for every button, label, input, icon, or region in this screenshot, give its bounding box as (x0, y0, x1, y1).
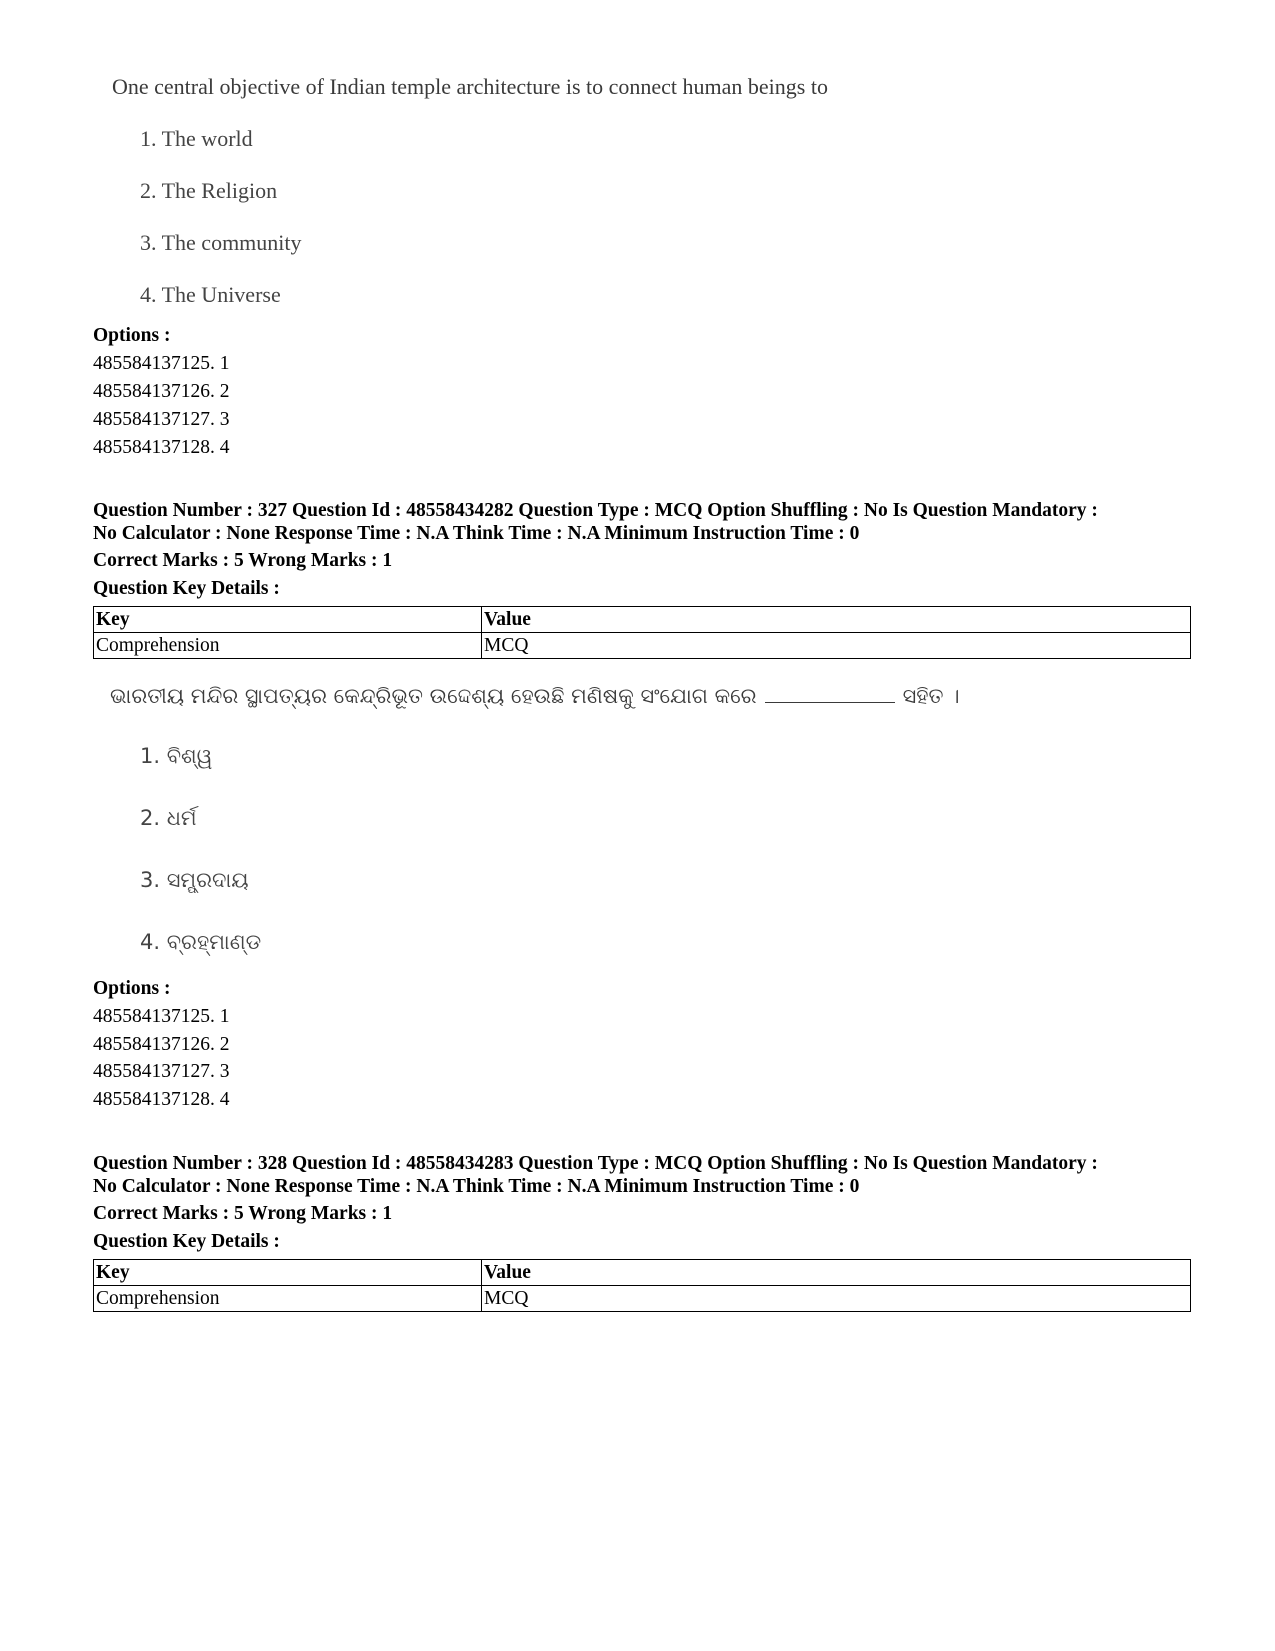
options-label: Options : (93, 978, 171, 999)
image-option-3: 3. The community (140, 230, 302, 255)
option-id-4: 485584137128. 4 (93, 437, 230, 458)
option-id-2: 485584137126. 2 (93, 381, 230, 402)
table-header-value: Value (482, 1260, 1191, 1286)
marks-line: Correct Marks : 5 Wrong Marks : 1 (93, 550, 393, 571)
table-header-key: Key (94, 1260, 482, 1286)
image-option-1: 1. ବିଶ୍ୱ (140, 744, 213, 768)
answer-blank (765, 684, 895, 703)
key-details-table (93, 1259, 1191, 1312)
question-text-before-blank: ଭାରତୀୟ ମନ୍ଦିର ସ୍ଥାପତ୍ୟର କେନ୍ଦ୍ରିଭୂତ ଉଦ୍ଦେଶ୍ୟ ହେଉଛି ମଣିଷକୁ ସଂଯୋଗ କରେ (110, 684, 757, 708)
table-cell-key: Comprehension (94, 633, 482, 659)
key-details-label: Question Key Details : (93, 1231, 280, 1252)
option-id-2: 485584137126. 2 (93, 1034, 230, 1055)
table-cell-value: MCQ (482, 1286, 1191, 1312)
option-id-3: 485584137127. 3 (93, 409, 230, 430)
image-option-4: 4. The Universe (140, 282, 281, 307)
question-text-odia (110, 684, 960, 709)
image-option-3: 3. ସମ୍ପ୍ରଦାୟ (140, 868, 249, 892)
option-id-1: 485584137125. 1 (93, 353, 230, 374)
question-text-after-blank: ସହିତ । (902, 684, 960, 708)
image-option-4: 4. ବ୍ରହ୍ମାଣ୍ଡ (140, 930, 262, 954)
key-details-label: Question Key Details : (93, 578, 280, 599)
image-option-2: 2. ଧର୍ମ (140, 806, 197, 830)
question-header-line1: Question Number : 328 Question Id : 48558434283 Question Type : MCQ Option Shuffling : No Is Question Mandatory : (93, 1153, 1098, 1174)
table-row (94, 633, 1191, 659)
option-id-3: 485584137127. 3 (93, 1061, 230, 1082)
table-header-value: Value (482, 607, 1191, 633)
table-header-key: Key (94, 607, 482, 633)
image-option-1: 1. The world (140, 126, 253, 151)
image-option-2: 2. The Religion (140, 178, 278, 203)
table-header-row (94, 1260, 1191, 1286)
table-header-row (94, 607, 1191, 633)
question-header-line2: No Calculator : None Response Time : N.A Think Time : N.A Minimum Instruction Time : 0 (93, 1176, 860, 1197)
options-label: Options : (93, 325, 171, 346)
key-details-table (93, 606, 1191, 659)
question-header-line1: Question Number : 327 Question Id : 48558434282 Question Type : MCQ Option Shuffling : No Is Question Mandatory : (93, 500, 1098, 521)
table-row (94, 1286, 1191, 1312)
table-cell-value: MCQ (482, 633, 1191, 659)
marks-line: Correct Marks : 5 Wrong Marks : 1 (93, 1203, 393, 1224)
option-id-1: 485584137125. 1 (93, 1006, 230, 1027)
question-text: One central objective of Indian temple architecture is to connect human beings to (112, 74, 828, 99)
option-id-4: 485584137128. 4 (93, 1089, 230, 1110)
table-cell-key: Comprehension (94, 1286, 482, 1312)
question-header-line2: No Calculator : None Response Time : N.A Think Time : N.A Minimum Instruction Time : 0 (93, 523, 860, 544)
